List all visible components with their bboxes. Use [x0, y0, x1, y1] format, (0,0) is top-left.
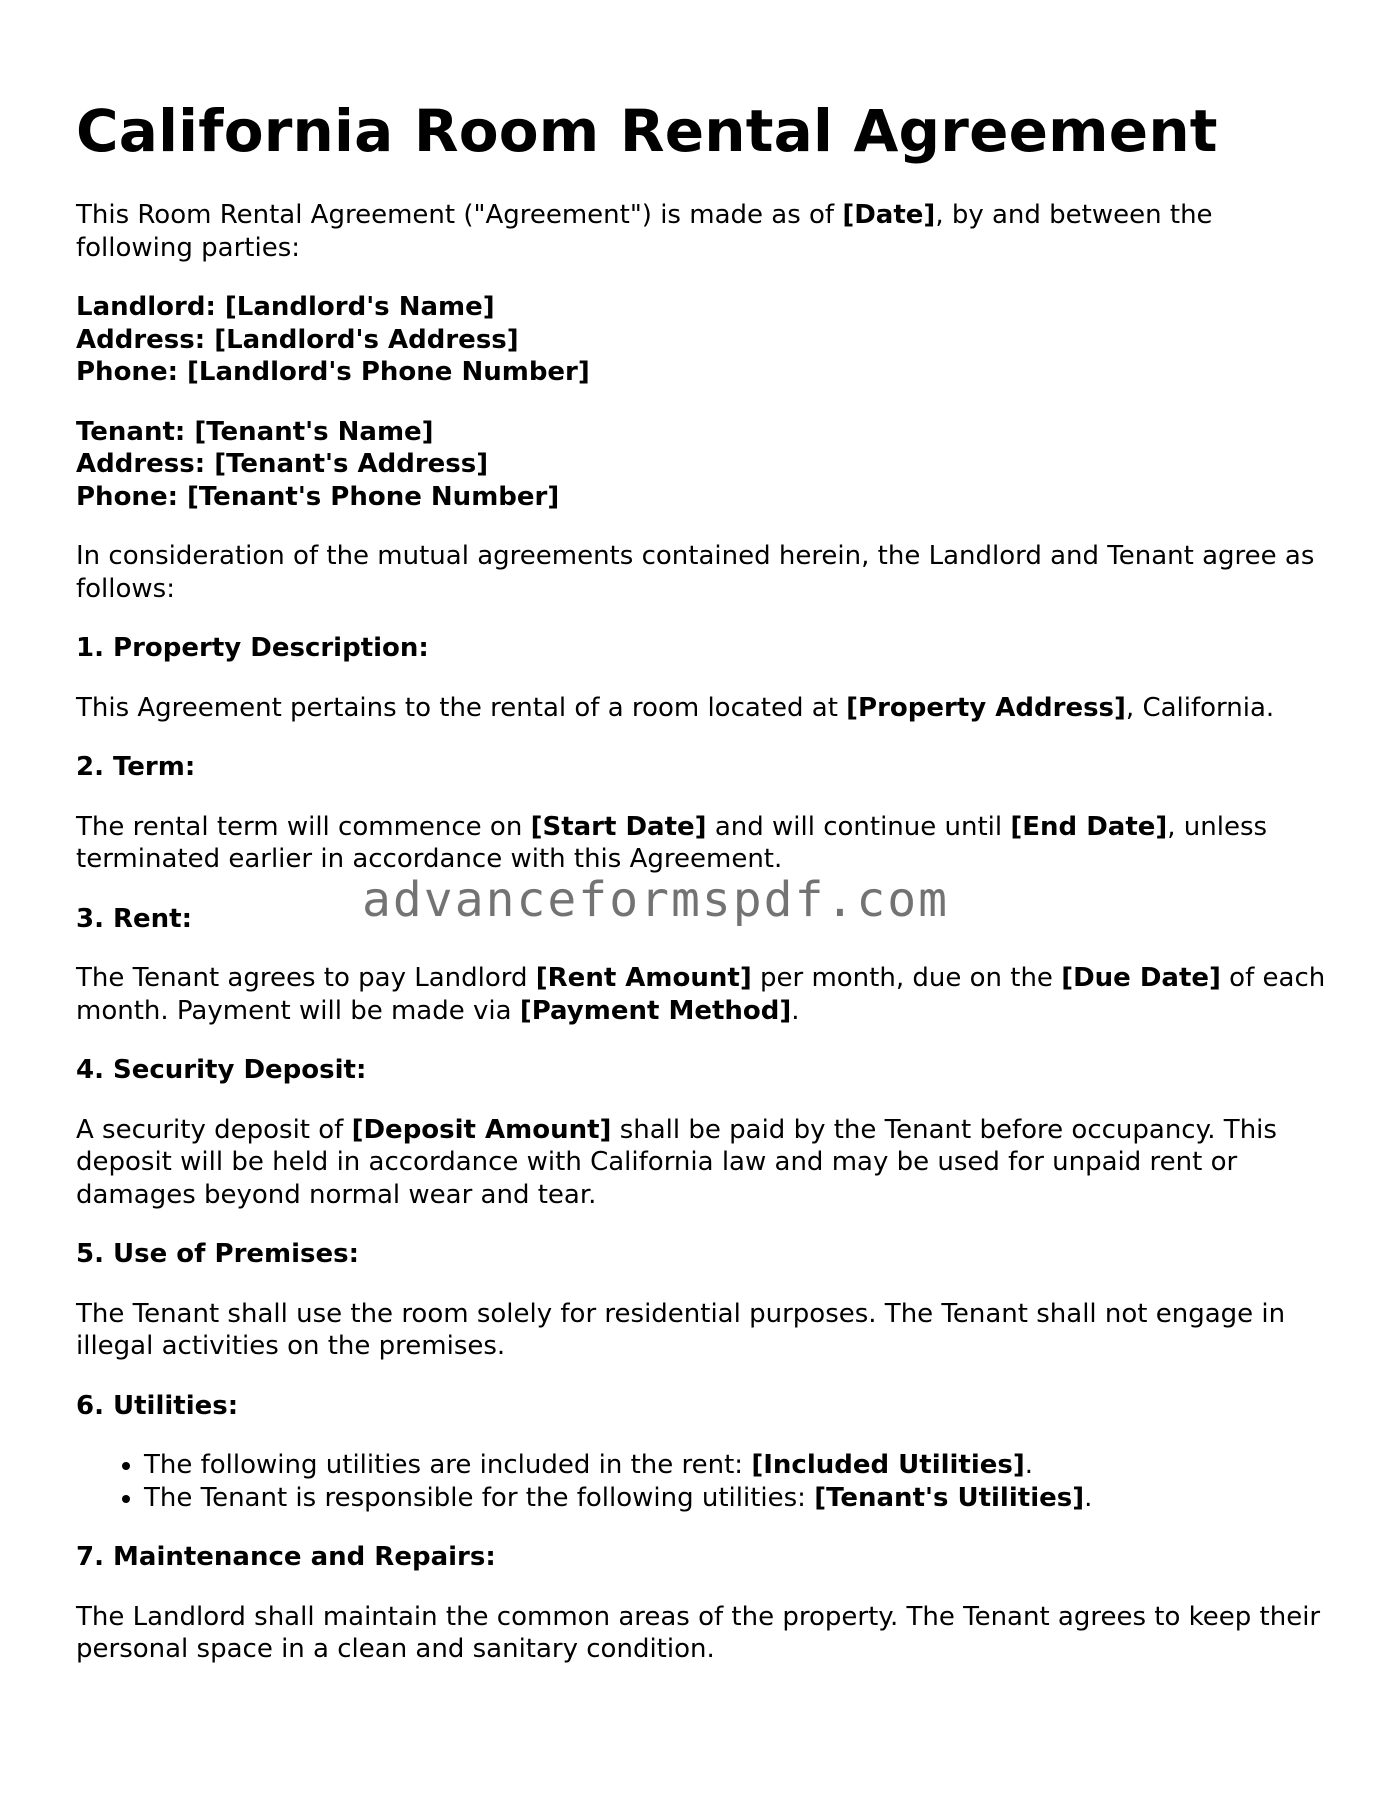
utilities-item2-end: . [1084, 1482, 1093, 1513]
term-text-middle: and will continue until [706, 811, 1011, 842]
section-heading-utilities: 6. Utilities: [76, 1390, 239, 1421]
term-text-start: The rental term will commence on [76, 811, 531, 842]
tenant-phone: Phone: [Tenant's Phone Number] [76, 481, 560, 512]
tenant-block [76, 416, 1326, 514]
document-page [76, 0, 1326, 1666]
rent-text-end: . [791, 995, 800, 1026]
term-paragraph [76, 811, 1326, 876]
tenant-name: Tenant: [Tenant's Name] [76, 416, 434, 447]
document-title: California Room Rental Agreement [76, 97, 1218, 165]
payment-method-placeholder: [Payment Method] [519, 995, 792, 1026]
property-text-start: This Agreement pertains to the rental of a room located at [76, 692, 847, 723]
landlord-name: Landlord: [Landlord's Name] [76, 292, 495, 322]
rent-amount-placeholder: [Rent Amount] [535, 963, 752, 993]
property-paragraph [76, 692, 1326, 725]
section-heading-use: 5. Use of Premises: [76, 1239, 360, 1269]
deposit-amount-placeholder: [Deposit Amount] [351, 1114, 612, 1145]
start-date-placeholder: [Start Date] [530, 811, 707, 842]
watermark: advanceformspdf.com [362, 872, 950, 928]
end-date-placeholder: [End Date] [1010, 811, 1168, 842]
utilities-item1-end: . [1024, 1450, 1034, 1480]
list-item [144, 1482, 1326, 1515]
rent-text-middle: per month, due on the [751, 963, 1062, 993]
section-heading-rent: 3. Rent: [76, 903, 193, 934]
section-heading-maintenance: 7. Maintenance and Repairs: [76, 1542, 496, 1572]
included-utilities-placeholder: [Included Utilities] [751, 1450, 1025, 1480]
utilities-list [76, 1449, 1326, 1514]
landlord-phone: Phone: [Landlord's Phone Number] [76, 357, 590, 387]
deposit-paragraph [76, 1114, 1326, 1212]
tenant-address: Address: [Tenant's Address] [76, 449, 489, 479]
property-text-end: , California. [1125, 692, 1275, 723]
tenant-utilities-placeholder: [Tenant's Utilities] [814, 1482, 1085, 1513]
rent-paragraph [76, 962, 1326, 1027]
use-paragraph: The Tenant shall use the room solely for residential purposes. The Tenant shall not engage in illegal activities on the premises. [76, 1298, 1286, 1361]
deposit-text-end: shall be paid by the Tenant before occupancy. This deposit will be held in accordance with California law and may be used for unpaid rent or damages beyond normal wear and tear. [76, 1114, 1277, 1210]
intro-text-end: , by and between the following parties: [76, 200, 1213, 263]
consideration-paragraph: In consideration of the mutual agreements contained herein, the Landlord and Tenant agree as follows: [76, 541, 1315, 604]
landlord-block [76, 291, 1326, 389]
intro-paragraph [76, 199, 1326, 264]
section-heading-deposit: 4. Security Deposit: [76, 1055, 367, 1085]
section-heading-term: 2. Term: [76, 752, 196, 782]
utilities-item2-text: The Tenant is responsible for the following utilities: [144, 1482, 815, 1513]
landlord-address: Address: [Landlord's Address] [76, 324, 519, 355]
property-address-placeholder: [Property Address] [846, 692, 1126, 723]
maintenance-paragraph: The Landlord shall maintain the common areas of the property. The Tenant agrees to keep their personal space in a clean and sanitary condition. [76, 1601, 1321, 1664]
section-heading-property: 1. Property Description: [76, 633, 429, 663]
term-text-end: , unless terminated earlier in accordance with this Agreement. [76, 811, 1268, 874]
due-date-placeholder: [Due Date] [1061, 963, 1221, 993]
intro-text-start: This Room Rental Agreement ("Agreement") is made as of [76, 200, 843, 230]
rent-text-middle2: of each month. Payment will be made via [76, 963, 1326, 1026]
date-placeholder: [Date] [842, 200, 936, 230]
utilities-item1-text: The following utilities are included in the rent: [144, 1450, 752, 1480]
deposit-text-start: A security deposit of [76, 1114, 352, 1145]
list-item [144, 1449, 1326, 1482]
rent-text-start: The Tenant agrees to pay Landlord [76, 963, 536, 993]
